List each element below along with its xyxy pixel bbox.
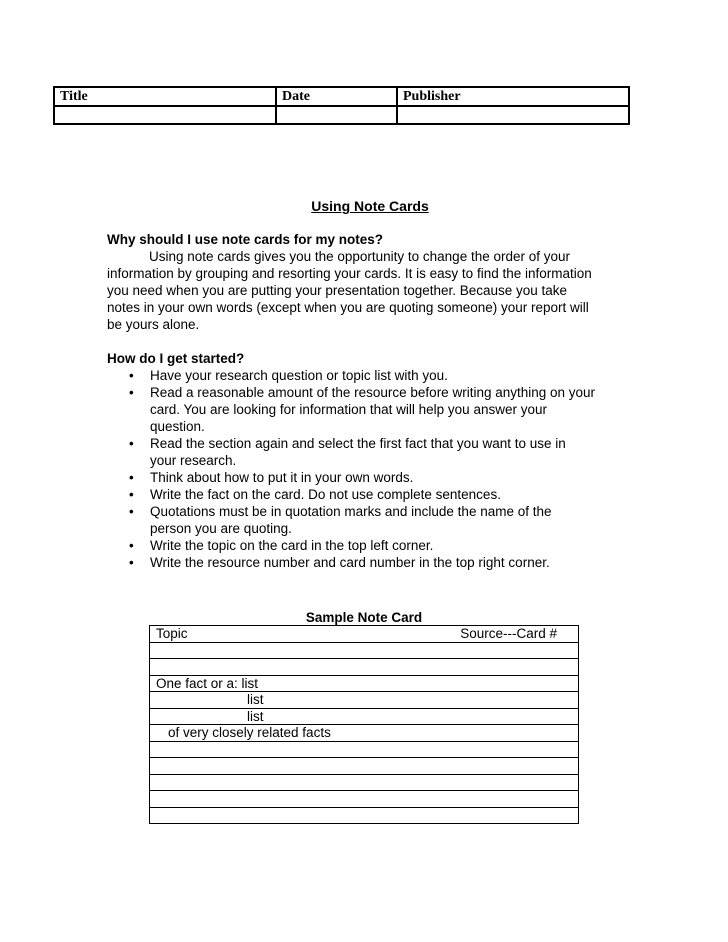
info-cell-title: [54, 106, 276, 124]
list-item: [107, 503, 627, 537]
info-header-publisher: Publisher: [397, 87, 629, 106]
list-item: [107, 554, 627, 571]
section-why: [107, 231, 627, 333]
step-line: your research.: [150, 453, 237, 468]
info-cell-publisher: [397, 106, 629, 124]
document-body: [107, 198, 627, 571]
bullet-icon: •: [129, 470, 134, 485]
bullet-icon: •: [129, 555, 134, 570]
step-line: Write the fact on the card. Do not use complete sentences.: [150, 487, 501, 502]
sample-card-title: Sample Note Card: [305, 610, 423, 625]
step-line: Read a reasonable amount of the resource before writing anything on your: [150, 385, 596, 400]
section-how: [107, 350, 627, 571]
list-item: [107, 469, 627, 486]
step-line: Read the section again and select the first fact that you want to use in: [150, 436, 566, 451]
section-how-question: How do I get started?: [107, 351, 245, 366]
bullet-icon: •: [129, 436, 134, 451]
card-topic-label: Topic: [156, 626, 188, 641]
list-item: [107, 367, 627, 384]
bullet-icon: •: [129, 504, 134, 519]
card-blank-row: [150, 807, 579, 824]
card-row-topic: [150, 626, 579, 643]
step-line: question.: [150, 419, 205, 434]
info-header-date: Date: [276, 87, 397, 106]
step-line: Write the topic on the card in the top left corner.: [150, 538, 434, 553]
card-list-line: list: [150, 692, 579, 709]
step-line: Think about how to put it in your own words.: [150, 470, 414, 485]
sample-note-card: [149, 625, 579, 824]
section-why-line: Using note cards gives you the opportunity to change the order of your: [149, 249, 571, 264]
steps-list: [107, 367, 627, 571]
list-item: [107, 384, 627, 435]
info-table: [53, 86, 630, 125]
card-blank-row: [150, 659, 579, 676]
step-line: Have your research question or topic list with you.: [150, 368, 448, 383]
card-fact-line: One fact or a: list: [150, 675, 579, 692]
section-why-line: be yours alone.: [107, 317, 200, 332]
info-cell-date: [276, 106, 397, 124]
step-line: card. You are looking for information that will help you answer your: [150, 402, 547, 417]
card-blank-row: [150, 791, 579, 808]
step-line: Write the resource number and card number in the top right corner.: [150, 555, 550, 570]
document-title: Using Note Cards: [311, 198, 429, 214]
bullet-icon: •: [129, 487, 134, 502]
bullet-icon: •: [129, 538, 134, 553]
section-why-line: you need when you are putting your presentation together. Because you take: [107, 283, 568, 298]
section-why-line: information by grouping and resorting your cards. It is easy to find the information: [107, 266, 592, 281]
info-header-title: Title: [54, 87, 276, 106]
list-item: [107, 486, 627, 503]
card-facts-line: of very closely related facts: [150, 725, 579, 742]
bullet-icon: •: [129, 368, 134, 383]
section-why-line: notes in your own words (except when you are quoting someone) your report will: [107, 300, 589, 315]
card-blank-row: [150, 642, 579, 659]
section-why-question: Why should I use note cards for my notes?: [107, 232, 384, 247]
bullet-icon: •: [129, 385, 134, 400]
card-source-label: Source---Card #: [460, 626, 557, 641]
card-blank-row: [150, 774, 579, 791]
list-item: [107, 435, 627, 469]
card-blank-row: [150, 741, 579, 758]
step-line: person you are quoting.: [150, 521, 292, 536]
card-blank-row: [150, 758, 579, 775]
card-list-line: list: [150, 708, 579, 725]
step-line: Quotations must be in quotation marks and include the name of the: [150, 504, 552, 519]
list-item: [107, 537, 627, 554]
